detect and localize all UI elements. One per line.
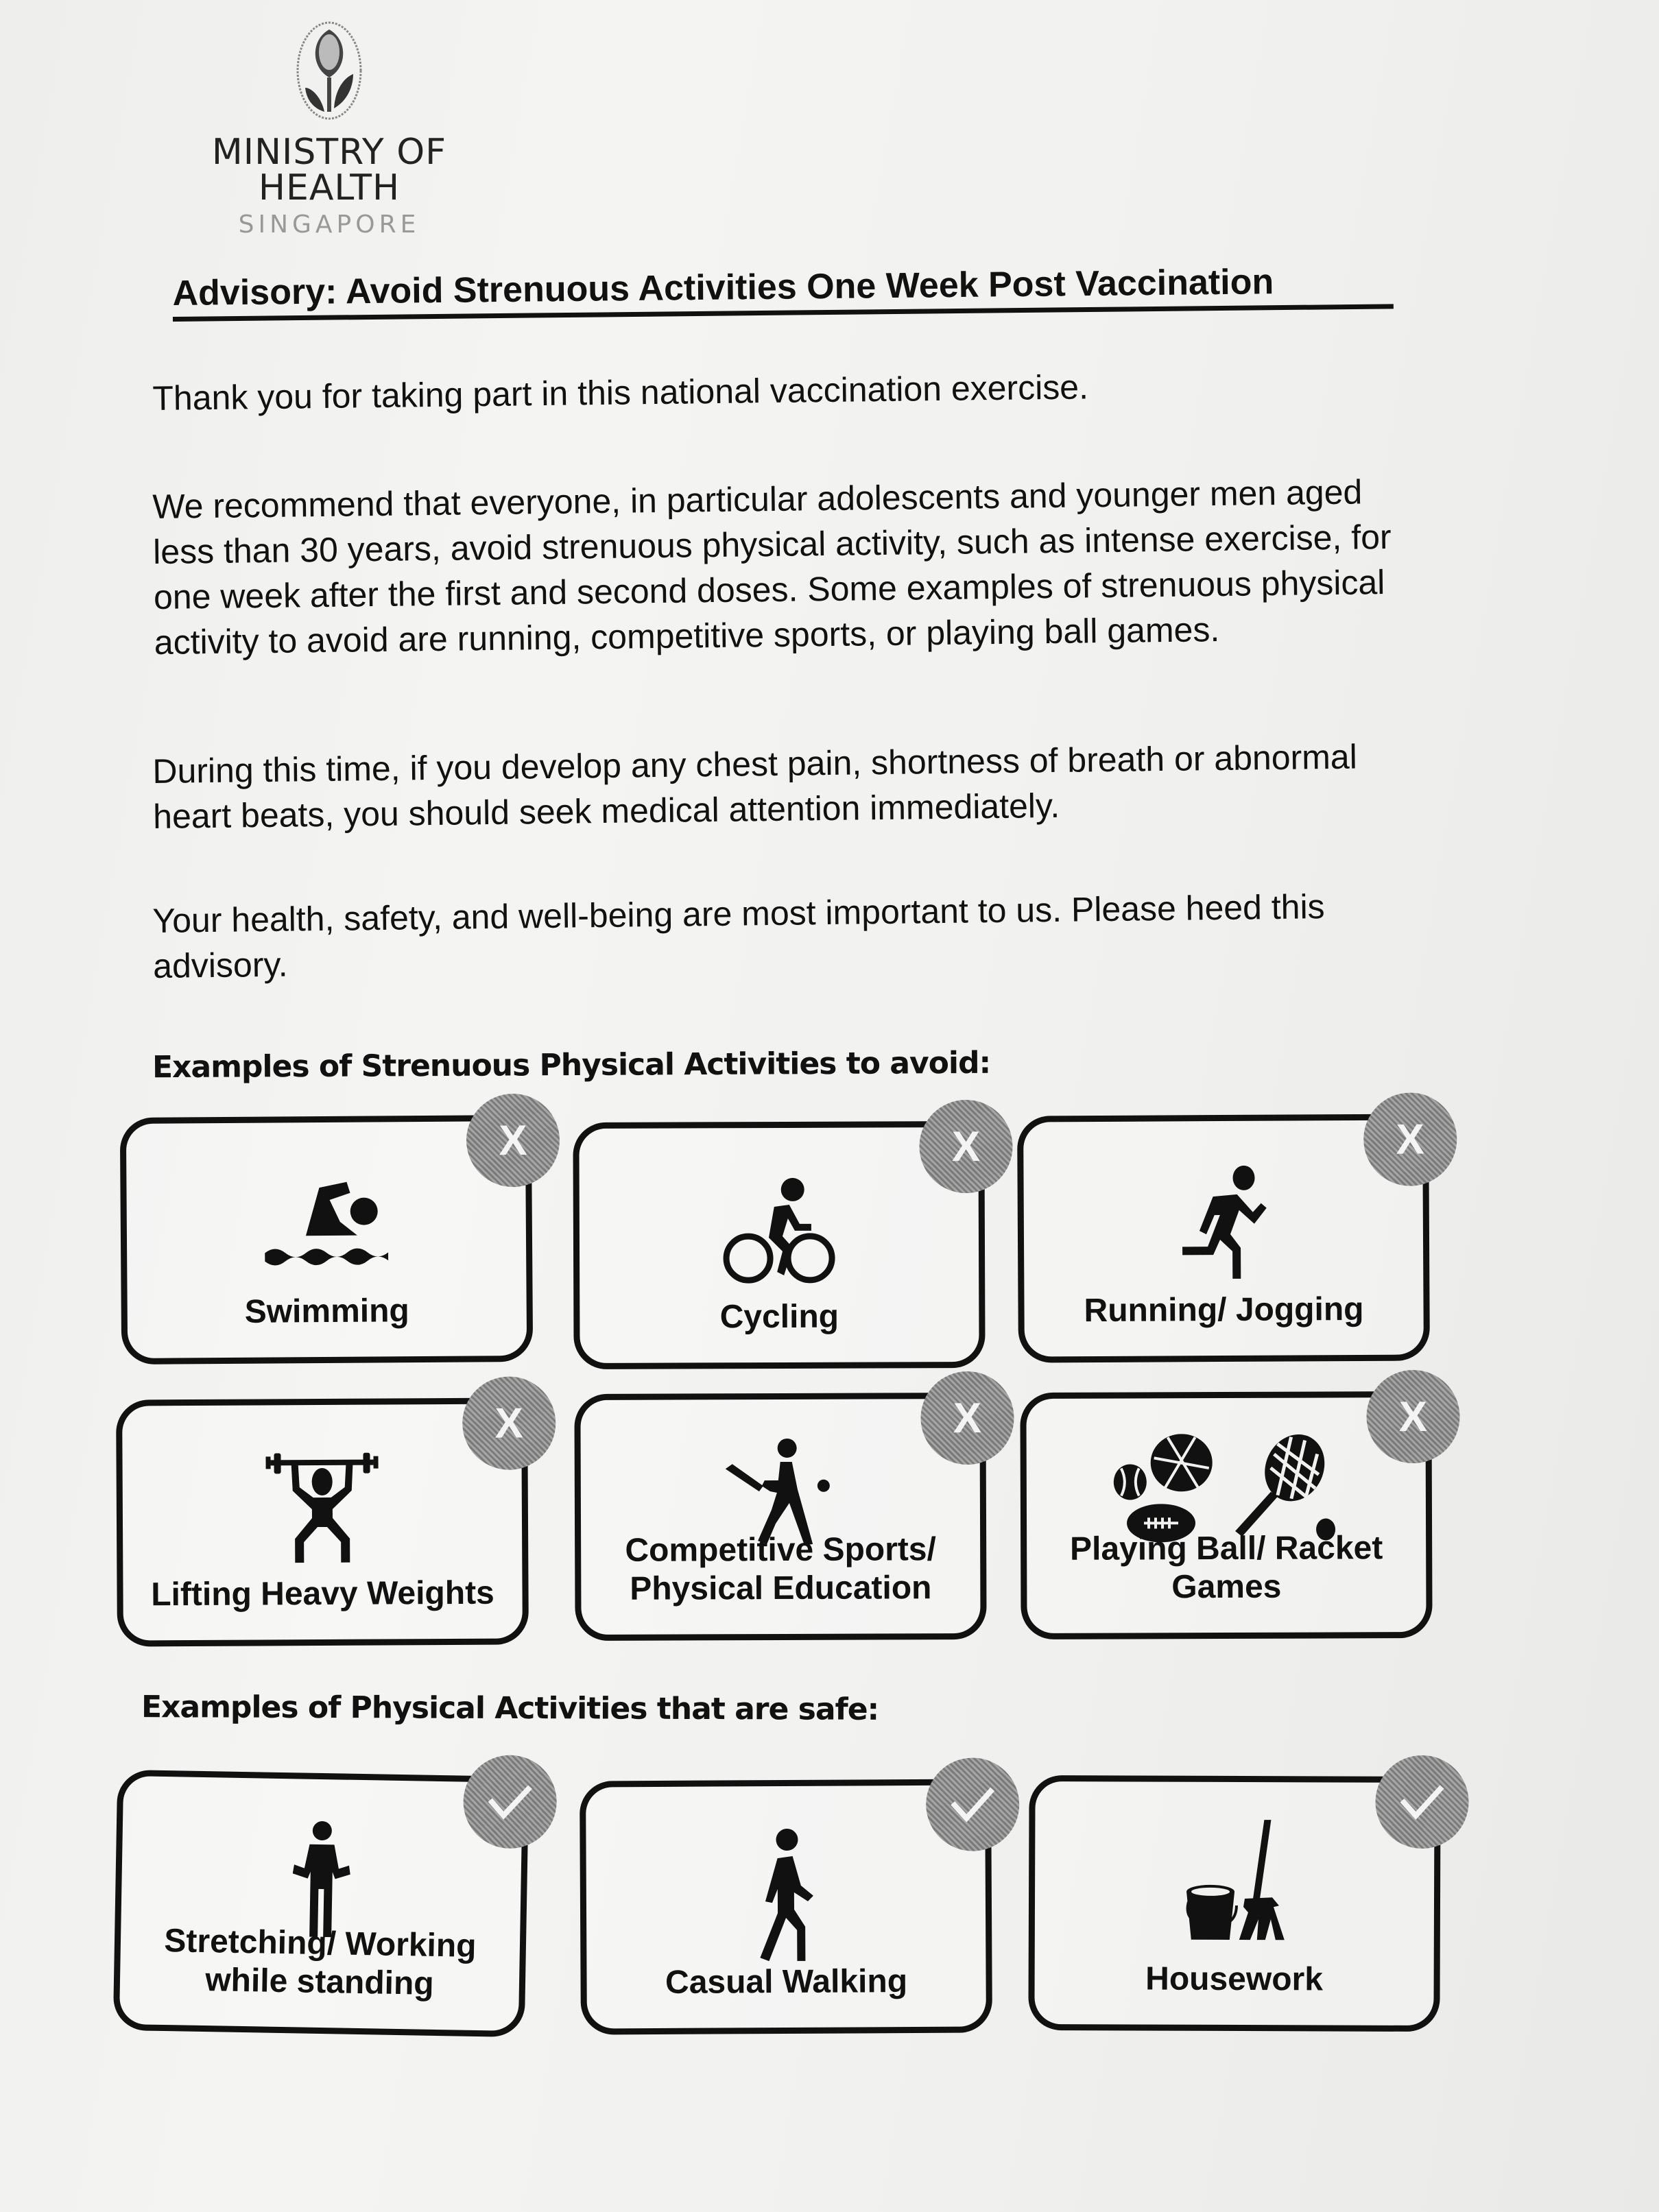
- activity-label: Housework: [1145, 1960, 1324, 1998]
- x-badge-icon: X: [919, 1100, 1012, 1193]
- activity-card-housework: [1028, 1775, 1440, 2032]
- paragraph-symptoms: During this time, if you develop any chest pain, shortness of breath or abnormal heart beats, you should seek medical attention immediately.: [152, 737, 1358, 836]
- advisory-title: Advisory: Avoid Strenuous Activities One Week Post Vaccination: [172, 260, 1394, 322]
- activity-card-competitive-sports: [574, 1393, 986, 1641]
- activity-label: Casual Walking: [665, 1963, 908, 2001]
- activity-card-running: [1017, 1114, 1430, 1362]
- activity-label: Playing Ball/ Racket Games: [1069, 1530, 1383, 1606]
- activity-card-weightlifting: [116, 1397, 529, 1646]
- moh-logo-block: [144, 19, 514, 237]
- activity-label: Swimming: [244, 1293, 409, 1330]
- activity-card-walking: [580, 1779, 992, 2034]
- country-name: SINGAPORE: [238, 211, 420, 239]
- activity-label: Competitive Sports/ Physical Education: [625, 1531, 936, 1607]
- activity-card-ball-racket-games: [1020, 1391, 1432, 1639]
- activity-label: Running/ Jogging: [1084, 1290, 1364, 1330]
- swimmer-icon: [264, 1180, 388, 1270]
- activity-label: Lifting Heavy Weights: [151, 1574, 494, 1613]
- activity-label: Cycling: [719, 1298, 839, 1336]
- paragraph-thanks: Thank you for taking part in this national vaccination exercise.: [152, 368, 1089, 418]
- balls-racket-icon: [1113, 1433, 1340, 1543]
- moh-leaf-logo-icon: [291, 19, 367, 122]
- runner-icon: [1171, 1166, 1275, 1283]
- activity-card-stretching: [113, 1770, 529, 2037]
- x-badge-icon: X: [462, 1376, 556, 1470]
- activity-label: Stretching/ Working while standing: [163, 1923, 477, 2002]
- org-name: MINISTRY OF HEALTH: [211, 132, 447, 208]
- x-badge-icon: X: [1366, 1370, 1459, 1463]
- safe-section-heading: Examples of Physical Activities that are safe:: [141, 1690, 879, 1727]
- paragraph-recommendation: We recommend that everyone, in particular adolescents and younger men aged less than 30 years, avoid strenuous physical activity, such as intense exercise, for one week after the first and second doses. Some examples of strenuous physical activity to avoid are running, competitive sports, or playing ball games.: [152, 472, 1392, 662]
- x-badge-icon: X: [466, 1094, 560, 1188]
- weightlifter-icon: [263, 1453, 381, 1563]
- activity-card-cycling: [573, 1121, 985, 1369]
- bucket-mop-icon: [1176, 1816, 1293, 1947]
- avoid-section-heading: Examples of Strenuous Physical Activities to avoid:: [152, 1045, 991, 1085]
- walker-icon: [744, 1827, 827, 1965]
- standing-person-icon: [279, 1820, 363, 1938]
- x-badge-icon: X: [920, 1371, 1014, 1465]
- activity-card-swimming: [120, 1115, 533, 1365]
- cyclist-icon: [721, 1176, 838, 1286]
- x-badge-icon: X: [1363, 1092, 1457, 1186]
- paragraph-closing: Your health, safety, and well-being are most important to us. Please heed this advisory.: [152, 887, 1325, 985]
